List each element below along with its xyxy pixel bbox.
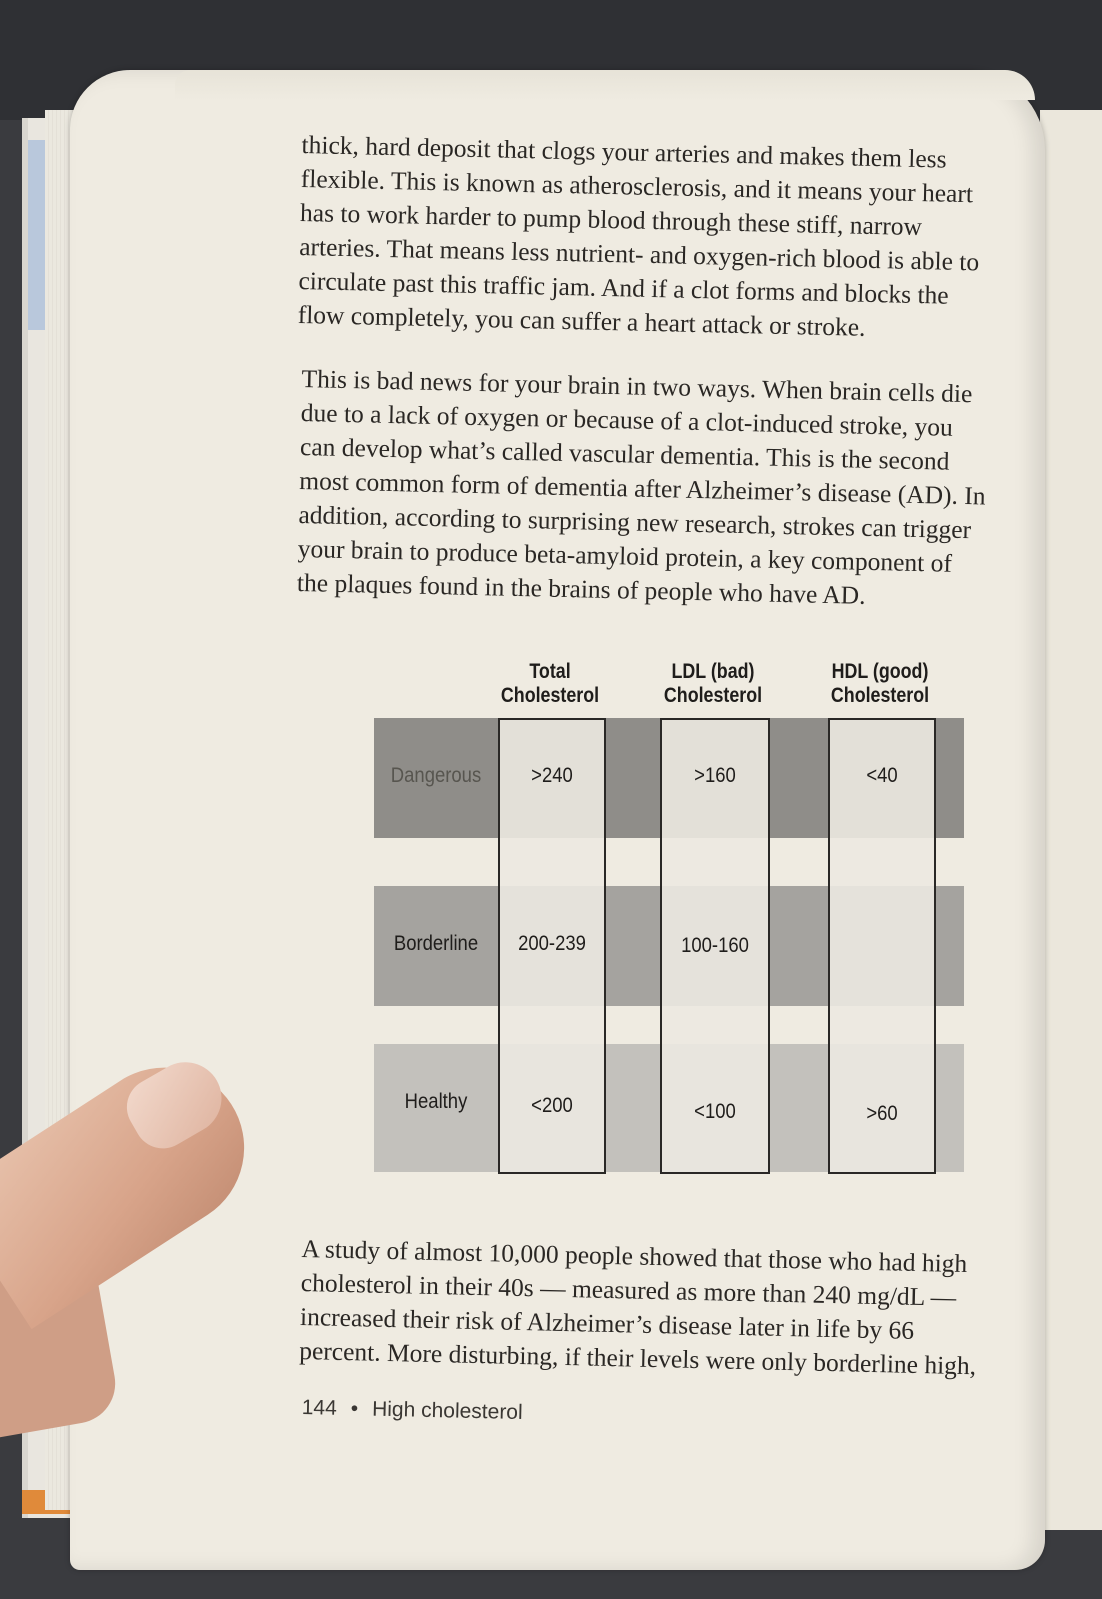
column-header-line: Cholesterol [663,684,763,707]
paragraph-1 [297,128,1001,348]
row-label-healthy: Healthy [404,1090,468,1113]
text-line: the plaques found in the brains of people who have AD. [296,567,866,610]
paragraph-2 [297,362,1002,616]
row-label-dangerous: Dangerous [390,764,482,787]
cell-total-healthy: <200 [531,1094,573,1117]
page-number: 144 [301,1396,338,1420]
cell-total-borderline: 200-239 [518,932,586,955]
text-line: thick, hard deposit that clogs your arteries and makes them less [301,129,947,174]
text-line: arteries. That means less nutrient- and oxygen-rich blood is able to [298,231,980,277]
text-line: has to work harder to pump blood through these stiff, narrow [299,197,923,242]
column-header-hdl [821,660,940,708]
running-head: High cholesterol [371,1397,523,1425]
cell-ldl-healthy: <100 [694,1100,736,1123]
paragraph-3 [299,1232,1002,1384]
cholesterol-table [370,660,970,1200]
column-header-line: HDL (good) [831,660,929,683]
cell-ldl-borderline: 100-160 [681,934,749,957]
column-header-ldl [653,660,774,708]
text-line: A study of almost 10,000 people showed that those who had high [301,1233,968,1279]
cell-hdl-healthy: >60 [866,1102,898,1125]
text-line: cholesterol in their 40s — measured as more than 240 mg/dL — [300,1267,957,1312]
text-line: percent. More disturbing, if their levels were only borderline high, [298,1335,977,1381]
text-line: flow completely, you can suffer a heart attack or stroke. [297,299,866,342]
column-header-total [491,660,610,708]
footer-bullet: • [350,1397,359,1421]
text-line: can develop what’s called vascular dementia. This is the second [299,431,950,476]
text-line: addition, according to surprising new research, strokes can trigger [298,499,972,545]
text-line: circulate past this traffic jam. And if a clot forms and blocks the [298,265,950,310]
page-footer [301,1396,522,1425]
row-label-borderline: Borderline [393,932,479,955]
text-line: This is bad news for your brain in two ways. When brain cells die [301,363,973,409]
text-line: your brain to produce beta-amyloid protein, a key component of [297,533,953,578]
cell-hdl-dangerous: <40 [866,764,898,787]
text-line: most common form of dementia after Alzheimer’s disease (AD). In [298,465,986,511]
page-curl [175,70,1035,100]
cell-ldl-dangerous: >160 [694,764,736,787]
column-header-line: Cholesterol [500,684,600,707]
column-header-line: Total [529,660,571,683]
column-header-line: Cholesterol [830,684,930,707]
cell-total-dangerous: >240 [531,764,573,787]
text-line: due to a lack of oxygen or because of a clot-induced stroke, you [300,397,954,442]
text-line: flexible. This is known as atherosclerosis, and it means your heart [300,163,974,209]
column-header-line: LDL (bad) [671,660,755,683]
text-line: increased their risk of Alzheimer’s disease later in life by 66 [299,1301,915,1345]
facing-page-edge [1040,110,1102,1530]
